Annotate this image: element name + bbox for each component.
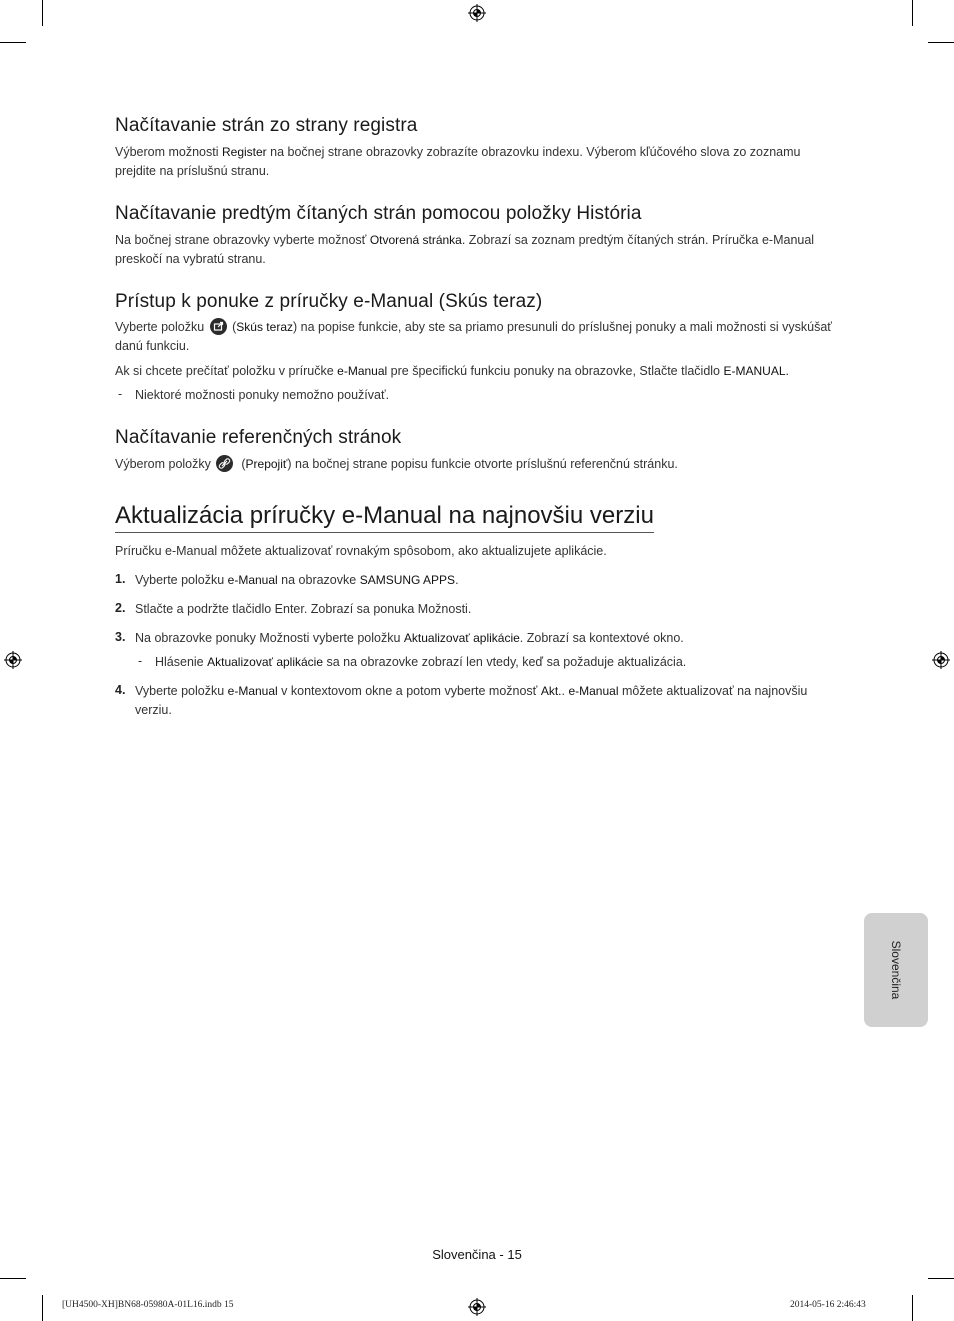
ui-term: Skús teraz xyxy=(236,320,293,334)
text: na bočnej strane obrazovky zobrazíte obrazovku indexu. Výberom kľúčového slova zo zoznamu prejdite na príslušnú stranu. xyxy=(115,145,801,178)
step-text xyxy=(135,600,835,619)
registration-mark-icon xyxy=(932,651,950,669)
ui-term: SAMSUNG APPS xyxy=(359,573,456,587)
ui-term: e-Manual xyxy=(337,364,388,378)
text: na obrazovke xyxy=(277,573,360,587)
crop-mark xyxy=(928,1278,954,1279)
crop-mark xyxy=(42,1295,43,1321)
crop-mark xyxy=(912,0,913,26)
step-text xyxy=(135,571,835,590)
page-number: Slovenčina - 15 xyxy=(432,1247,522,1262)
ui-term: e-Manual xyxy=(227,684,278,698)
language-tab-label: Slovenčina xyxy=(889,940,903,1000)
try-now-icon xyxy=(210,318,227,335)
note-dash: - xyxy=(138,654,143,668)
text: Na obrazovke ponuky Možnosti vyberte položku xyxy=(135,631,404,645)
text: . Zobrazí sa zoznam predtým čítaných strán. Príručka e-Manual preskočí na vybratú stranu. xyxy=(115,233,815,266)
link-icon xyxy=(216,455,233,472)
text: ) na bočnej strane popisu funkcie otvorte príslušnú referenčnú stránku. xyxy=(287,457,678,471)
intro-paragraph: Príručku e-Manual môžete aktualizovať rovnakým spôsobom, ako aktualizujete aplikácie. xyxy=(115,544,607,558)
registration-mark-icon xyxy=(468,4,486,22)
crop-mark xyxy=(0,1278,26,1279)
ui-term: Aktualizovať aplikácie xyxy=(403,631,520,645)
step-text xyxy=(135,629,835,648)
text: Vyberte položku xyxy=(115,320,208,334)
ui-term: E-MANUAL xyxy=(723,364,786,378)
main-heading: Aktualizácia príručky e-Manual na najnovšiu verziu xyxy=(115,502,654,533)
step-text xyxy=(135,682,835,720)
text: pre špecifickú funkciu ponuky na obrazovke, Stlačte tlačidlo xyxy=(387,364,724,378)
step-number: 1. xyxy=(115,572,126,586)
step-number: 3. xyxy=(115,630,126,644)
text: môžete aktualizovať na najnovšiu verziu. xyxy=(135,684,808,717)
text: sa na obrazovke zobrazí len vtedy, keď sa požaduje aktualizácia. xyxy=(323,655,687,669)
text: Vyberte položku xyxy=(135,573,228,587)
language-tab xyxy=(864,913,928,1027)
section-paragraph: Vyberte položku (Skús teraz) na popise funkcie, aby ste sa priamo presunuli do príslušnej ponuky a mali možnosti si vyskúšať danú funkciu. xyxy=(115,320,832,353)
text: Ak si chcete prečítať položku v príručke xyxy=(115,364,338,378)
crop-mark xyxy=(928,42,954,43)
ui-term: e-Manual xyxy=(568,684,619,698)
crop-mark xyxy=(42,0,43,26)
text: Vyberte položku xyxy=(135,684,228,698)
text: . xyxy=(785,364,789,378)
section-title: Prístup k ponuke z príručky e-Manual (Skús teraz) xyxy=(115,291,543,312)
text: Na bočnej strane obrazovky vyberte možnosť xyxy=(115,233,370,247)
print-date: 2014-05-16 2:46:43 xyxy=(790,1300,866,1310)
note-text: Niektoré možnosti ponuky nemožno používať. xyxy=(135,388,390,402)
section-title: Načítavanie predtým čítaných strán pomocou položky História xyxy=(115,203,642,224)
section-paragraph xyxy=(115,231,840,269)
section-paragraph xyxy=(115,362,840,381)
section-title: Načítavanie referenčných stránok xyxy=(115,427,402,448)
text: Výberom možnosti xyxy=(115,145,222,159)
text: Stlačte a podržte tlačidlo Enter. Zobrazí sa ponuka Možnosti. xyxy=(135,602,472,616)
text: . Zobrazí sa kontextové okno. xyxy=(519,631,684,645)
crop-mark xyxy=(912,1295,913,1321)
text: . xyxy=(455,573,459,587)
step-note xyxy=(155,653,835,672)
ui-term: Akt. xyxy=(540,684,562,698)
ui-term: Aktualizovať aplikácie xyxy=(207,655,324,669)
ui-term: e-Manual xyxy=(227,573,278,587)
ui-term: Otvorená stránka xyxy=(369,233,462,247)
text: Hlásenie xyxy=(155,655,208,669)
ui-term: Prepojiť xyxy=(245,457,288,471)
ui-term: Register xyxy=(221,145,267,159)
text: ) na popise funkcie, aby ste sa priamo presunuli do príslušnej ponuky a mali možnosti si vyskúšať danú funkciu. xyxy=(115,320,832,353)
note-dash: - xyxy=(118,387,123,401)
section-paragraph: Výberom položky (Prepojiť) na bočnej strane popisu funkcie otvorte príslušnú referenčnú stránku. xyxy=(115,457,678,471)
step-number: 4. xyxy=(115,683,126,697)
registration-mark-icon xyxy=(468,1298,486,1316)
crop-mark xyxy=(0,42,26,43)
text: Výberom položky xyxy=(115,457,215,471)
text: v kontextovom okne a potom vyberte možnosť xyxy=(277,684,541,698)
section-paragraph xyxy=(115,143,840,181)
file-info: [UH4500-XH]BN68-05980A-01L16.indb 15 xyxy=(62,1300,234,1310)
step-number: 2. xyxy=(115,601,126,615)
text: . xyxy=(561,684,569,698)
section-title: Načítavanie strán zo strany registra xyxy=(115,115,418,136)
registration-mark-icon xyxy=(4,651,22,669)
